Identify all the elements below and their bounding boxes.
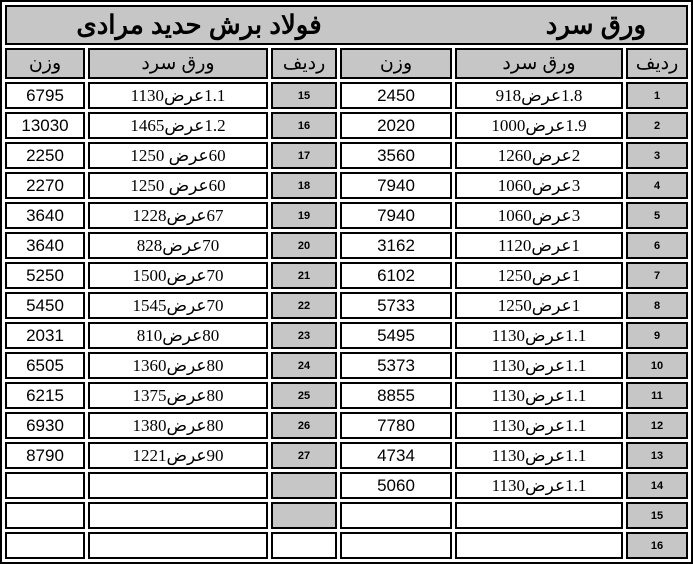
spec-cell: 2عرض1260 [455,142,623,169]
row-number-cell [271,532,337,559]
weight-cell: 2270 [5,172,85,199]
weight-cell: 13030 [5,112,85,139]
spec-cell: 80عرض1375 [88,382,268,409]
table-row [5,82,688,109]
row-number-cell: 16 [626,532,688,559]
page-title: ورق سرد [545,9,646,40]
spec-cell: 90عرض1221 [88,442,268,469]
row-number-cell: 26 [271,412,337,439]
spec-cell: 1.1عرض1130 [455,382,623,409]
spec-cell: 1عرض1120 [455,232,623,259]
row-number-cell: 17 [271,142,337,169]
row-number-cell: 4 [626,172,688,199]
row-number-cell: 14 [626,472,688,499]
spec-cell: 1عرض1250 [455,262,623,289]
row-number-cell: 20 [271,232,337,259]
weight-cell: 3162 [340,232,452,259]
table-row [5,502,688,529]
title-bar [5,5,688,45]
weight-cell: 5450 [5,292,85,319]
weight-cell: 3560 [340,142,452,169]
row-number-cell: 12 [626,412,688,439]
weight-cell: 8790 [5,442,85,469]
weight-cell: 6505 [5,352,85,379]
table-row [5,472,688,499]
spec-cell: 70عرض1500 [88,262,268,289]
row-number-cell: 22 [271,292,337,319]
spec-cell: 60عرض 1250 [88,142,268,169]
spec-cell [455,532,623,559]
row-number-cell: 13 [626,442,688,469]
weight-cell: 4734 [340,442,452,469]
header-sheet-left: ورق سرد [88,48,268,79]
spec-cell: 80عرض1360 [88,352,268,379]
spec-cell: 1.1عرض1130 [455,352,623,379]
header-weight-right: وزن [340,48,452,79]
spec-cell [455,502,623,529]
weight-cell [5,532,85,559]
row-number-cell: 11 [626,382,688,409]
table-row [5,112,688,139]
table-row [5,442,688,469]
spec-cell: 3عرض1060 [455,172,623,199]
row-number-cell: 10 [626,352,688,379]
spec-cell: 1.8عرض918 [455,82,623,109]
weight-cell: 5373 [340,352,452,379]
spec-cell [88,532,268,559]
row-number-cell: 7 [626,262,688,289]
weight-cell: 2250 [5,142,85,169]
company-title: فولاد برش حدید مرادی [76,9,322,40]
weight-cell: 7940 [340,172,452,199]
row-number-cell: 15 [626,502,688,529]
weight-cell: 6102 [340,262,452,289]
row-number-cell: 8 [626,292,688,319]
row-number-cell: 25 [271,382,337,409]
header-row [5,48,688,79]
spec-cell: 1عرض1250 [455,292,623,319]
row-number-cell: 9 [626,322,688,349]
row-number-cell [271,502,337,529]
weight-cell: 2031 [5,322,85,349]
row-number-cell: 24 [271,352,337,379]
weight-cell [5,472,85,499]
weight-cell: 5495 [340,322,452,349]
weight-cell: 5733 [340,292,452,319]
row-number-cell: 3 [626,142,688,169]
weight-cell [340,532,452,559]
spec-cell: 67عرض1228 [88,202,268,229]
table-row [5,172,688,199]
row-number-cell: 15 [271,82,337,109]
row-number-cell: 1 [626,82,688,109]
row-number-cell: 23 [271,322,337,349]
weight-cell: 6930 [5,412,85,439]
spec-cell: 1.2عرض1465 [88,112,268,139]
spec-cell: 1.1عرض1130 [455,442,623,469]
weight-cell: 6795 [5,82,85,109]
weight-cell: 2450 [340,82,452,109]
spec-cell: 3عرض1060 [455,202,623,229]
spec-cell: 1.1عرض1130 [455,412,623,439]
row-number-cell: 2 [626,112,688,139]
weight-cell: 7780 [340,412,452,439]
table-row [5,322,688,349]
row-number-cell: 16 [271,112,337,139]
spec-cell [88,472,268,499]
weight-cell: 6215 [5,382,85,409]
weight-cell: 5250 [5,262,85,289]
table-row [5,202,688,229]
weight-cell: 3640 [5,232,85,259]
spec-cell: 60عرض 1250 [88,172,268,199]
row-number-cell: 19 [271,202,337,229]
table-row [5,142,688,169]
spec-cell [88,502,268,529]
spec-cell: 70عرض1545 [88,292,268,319]
table-row [5,292,688,319]
header-weight-left: وزن [5,48,85,79]
spec-cell: 1.1عرض1130 [455,322,623,349]
spec-cell: 1.1عرض1130 [455,472,623,499]
table-row [5,532,688,559]
weight-cell: 8855 [340,382,452,409]
row-number-cell: 5 [626,202,688,229]
spec-cell: 1.9عرض1000 [455,112,623,139]
weight-cell [5,502,85,529]
title-row [5,5,688,45]
row-number-cell: 18 [271,172,337,199]
weight-cell [340,502,452,529]
table-row [5,262,688,289]
table-row [5,232,688,259]
row-number-cell [271,472,337,499]
row-number-cell: 21 [271,262,337,289]
table-row [5,382,688,409]
weight-cell: 3640 [5,202,85,229]
spec-cell: 70عرض828 [88,232,268,259]
spec-cell: 1.1عرض1130 [88,82,268,109]
weight-cell: 2020 [340,112,452,139]
spec-cell: 80عرض810 [88,322,268,349]
table-row [5,412,688,439]
header-row-number-right: ردیف [626,48,688,79]
weight-cell: 7940 [340,202,452,229]
weight-cell: 5060 [340,472,452,499]
table-row [5,352,688,379]
row-number-cell: 27 [271,442,337,469]
header-sheet-right: ورق سرد [455,48,623,79]
row-number-cell: 6 [626,232,688,259]
spec-cell: 80عرض1380 [88,412,268,439]
header-row-number-left: ردیف [271,48,337,79]
